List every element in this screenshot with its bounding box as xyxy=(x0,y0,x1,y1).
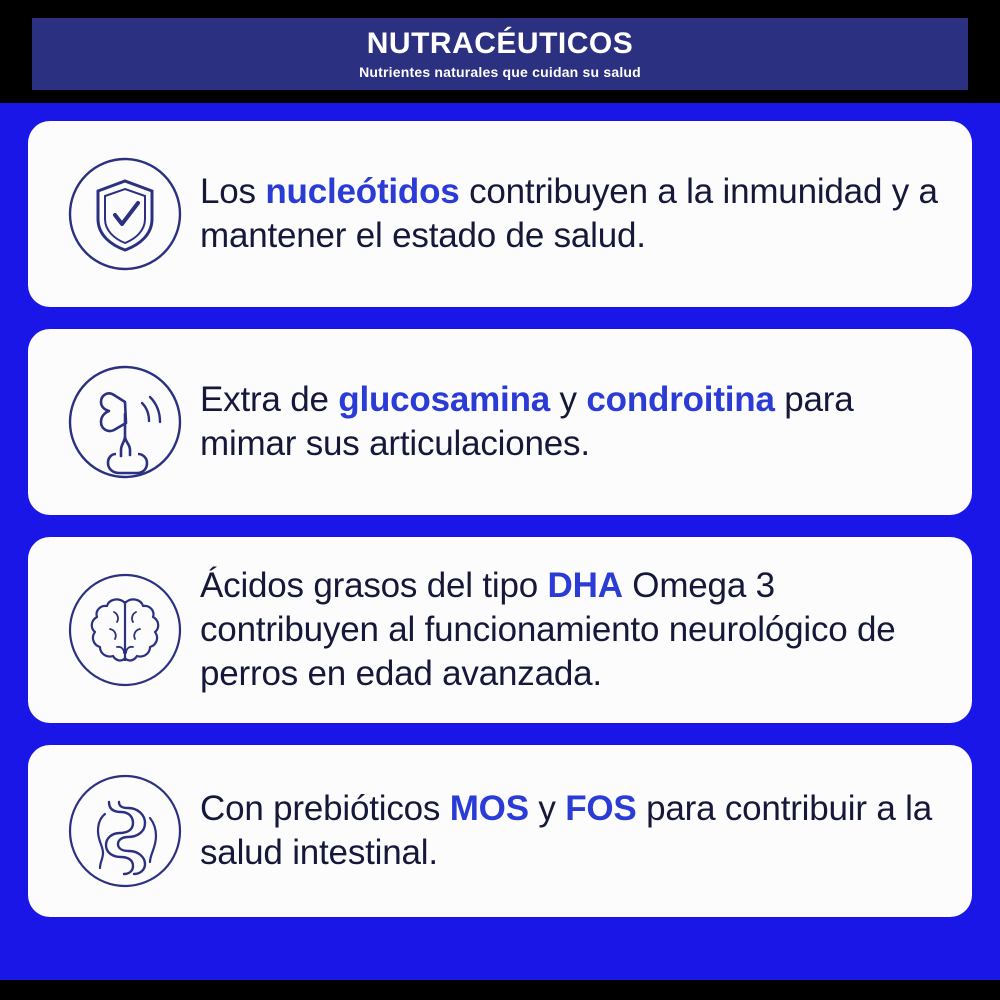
benefit-text-highlight: glucosamina xyxy=(338,379,551,419)
benefit-text-part: Con prebióticos xyxy=(200,788,450,828)
benefit-text-part: contribuyen a la inmunidad y a mantener el estado de salud. xyxy=(200,171,938,255)
joint-bone-icon xyxy=(50,357,200,487)
benefit-text-part: Ácidos grasos del tipo xyxy=(200,565,548,605)
benefit-text-highlight: DHA xyxy=(547,565,623,605)
benefit-card-prebioticos xyxy=(28,745,972,917)
brain-icon xyxy=(50,565,200,695)
benefit-text-part: para contribuir a la salud intestinal. xyxy=(200,788,932,872)
benefit-text xyxy=(200,378,954,466)
page-title: NUTRACÉUTICOS xyxy=(366,27,634,60)
page-subtitle: Nutrientes naturales que cuidan su salud xyxy=(359,64,641,80)
benefit-text-highlight: condroitina xyxy=(586,379,775,419)
benefit-text-highlight: FOS xyxy=(565,788,637,828)
shield-check-icon xyxy=(50,149,200,279)
benefit-text xyxy=(200,787,954,875)
benefit-card-nucleotidos xyxy=(28,121,972,307)
header-banner xyxy=(32,18,968,90)
benefit-text-part: Extra de xyxy=(200,379,339,419)
benefit-text-part: y xyxy=(550,379,587,419)
benefit-text-part: y xyxy=(528,788,566,828)
benefit-card-articulaciones xyxy=(28,329,972,515)
intestine-icon xyxy=(50,766,200,896)
benefit-text xyxy=(200,564,954,696)
benefit-card-dha xyxy=(28,537,972,723)
benefit-text-highlight: nucleótidos xyxy=(265,171,460,211)
benefits-panel xyxy=(0,103,1000,980)
benefit-text-part: para mimar sus articulaciones. xyxy=(200,379,854,463)
benefit-text xyxy=(200,170,954,258)
benefit-text-part: Omega 3 contribuyen al funcionamiento neurológico de perros en edad avanzada. xyxy=(200,565,896,694)
benefit-text-highlight: MOS xyxy=(449,788,529,828)
benefit-text-part: Los xyxy=(200,171,266,211)
